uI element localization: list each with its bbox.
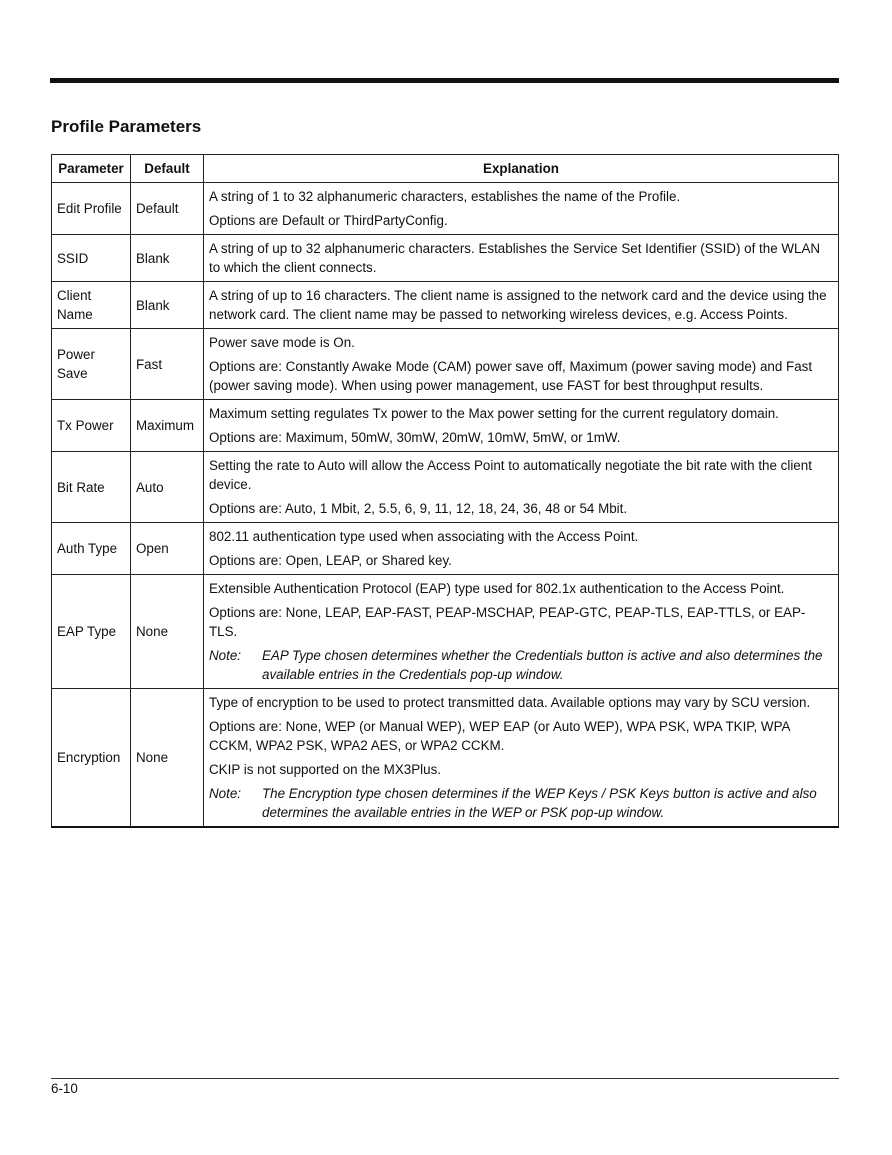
note-label: Note:: [209, 648, 242, 663]
cell-default: None: [131, 575, 204, 689]
table-row: [52, 329, 839, 400]
cell-parameter: SSID: [52, 235, 131, 282]
explanation-paragraph: Setting the rate to Auto will allow the Access Point to automatically negotiate the bit rate with the client device.: [209, 458, 812, 492]
cell-default: Blank: [131, 282, 204, 329]
table-row: [52, 452, 839, 523]
explanation-paragraph: A string of 1 to 32 alphanumeric characters, establishes the name of the Profile.: [209, 189, 681, 204]
explanation-paragraph: Options are: None, LEAP, EAP-FAST, PEAP-MSCHAP, PEAP-GTC, PEAP-TLS, EAP-TTLS, or EAP-TLS.: [209, 605, 806, 639]
explanation-paragraph: A string of up to 32 alphanumeric characters. Establishes the Service Set Identifier (SSID) of the WLAN to which the client connects.: [209, 241, 821, 275]
table-row: [52, 523, 839, 575]
cell-explanation: [204, 183, 839, 235]
footer-rule: [51, 1078, 839, 1079]
explanation-paragraph: Power save mode is On.: [209, 335, 355, 350]
cell-explanation: [204, 575, 839, 689]
note-text: The Encryption type chosen determines if the WEP Keys / PSK Keys button is active and also determines the available entries in the WEP or PSK pop-up window.: [262, 786, 817, 820]
cell-parameter: Bit Rate: [52, 452, 131, 523]
cell-default: None: [131, 689, 204, 828]
cell-explanation: [204, 282, 839, 329]
table-row: [52, 575, 839, 689]
cell-parameter: Tx Power: [52, 400, 131, 452]
note-text: EAP Type chosen determines whether the Credentials button is active and also determines the available entries in the Credentials pop-up window.: [262, 648, 823, 682]
explanation-paragraph: Options are: Auto, 1 Mbit, 2, 5.5, 6, 9, 11, 12, 18, 24, 36, 48 or 54 Mbit.: [209, 501, 628, 516]
cell-default: Maximum: [131, 400, 204, 452]
profile-parameters-table: [51, 154, 839, 828]
cell-parameter: Power Save: [52, 329, 131, 400]
cell-default: Auto: [131, 452, 204, 523]
explanation-paragraph: CKIP is not supported on the MX3Plus.: [209, 762, 441, 777]
explanation-paragraph: Type of encryption to be used to protect transmitted data. Available options may vary by SCU version.: [209, 695, 811, 710]
explanation-paragraph: 802.11 authentication type used when associating with the Access Point.: [209, 529, 639, 544]
explanation-paragraph: Extensible Authentication Protocol (EAP) type used for 802.1x authentication to the Access Point.: [209, 581, 785, 596]
explanation-paragraph: Options are Default or ThirdPartyConfig.: [209, 213, 448, 228]
explanation-paragraph: Options are: Constantly Awake Mode (CAM) power save off, Maximum (power saving mode) and Fast (power saving mode). When using power management, use FAST for best throughput results.: [209, 359, 813, 393]
cell-explanation: [204, 452, 839, 523]
header-rule: [50, 78, 839, 83]
table-row: [52, 400, 839, 452]
cell-default: Default: [131, 183, 204, 235]
cell-default: Fast: [131, 329, 204, 400]
explanation-paragraph: Options are: Open, LEAP, or Shared key.: [209, 553, 452, 568]
table-row: [52, 282, 839, 329]
table-header-row: [52, 155, 839, 183]
explanation-paragraph: Maximum setting regulates Tx power to the Max power setting for the current regulatory domain.: [209, 406, 779, 421]
cell-explanation: [204, 235, 839, 282]
header-parameter: Parameter: [52, 155, 131, 183]
cell-explanation: [204, 689, 839, 828]
cell-parameter: Auth Type: [52, 523, 131, 575]
cell-explanation: [204, 329, 839, 400]
table-row: [52, 689, 839, 828]
header-default: Default: [131, 155, 204, 183]
cell-parameter: Encryption: [52, 689, 131, 828]
section-title: Profile Parameters: [51, 117, 202, 136]
note-label: Note:: [209, 786, 242, 801]
cell-default: Blank: [131, 235, 204, 282]
table-row: [52, 235, 839, 282]
header-explanation: Explanation: [204, 155, 839, 183]
cell-parameter: Edit Profile: [52, 183, 131, 235]
cell-default: Open: [131, 523, 204, 575]
cell-parameter: EAP Type: [52, 575, 131, 689]
note-paragraph: [209, 646, 833, 684]
explanation-paragraph: A string of up to 16 characters. The client name is assigned to the network card and the device using the network card. The client name may be passed to networking wireless devices, e.g. Access Points.: [209, 288, 827, 322]
table-row: [52, 183, 839, 235]
page-number: 6-10: [51, 1081, 78, 1096]
cell-explanation: [204, 400, 839, 452]
note-paragraph: [209, 784, 833, 822]
cell-explanation: [204, 523, 839, 575]
explanation-paragraph: Options are: Maximum, 50mW, 30mW, 20mW, 10mW, 5mW, or 1mW.: [209, 430, 621, 445]
cell-parameter: Client Name: [52, 282, 131, 329]
explanation-paragraph: Options are: None, WEP (or Manual WEP), WEP EAP (or Auto WEP), WPA PSK, WPA TKIP, WPA CCKM, WPA2 PSK, WPA2 AES, or WPA2 CCKM.: [209, 719, 790, 753]
